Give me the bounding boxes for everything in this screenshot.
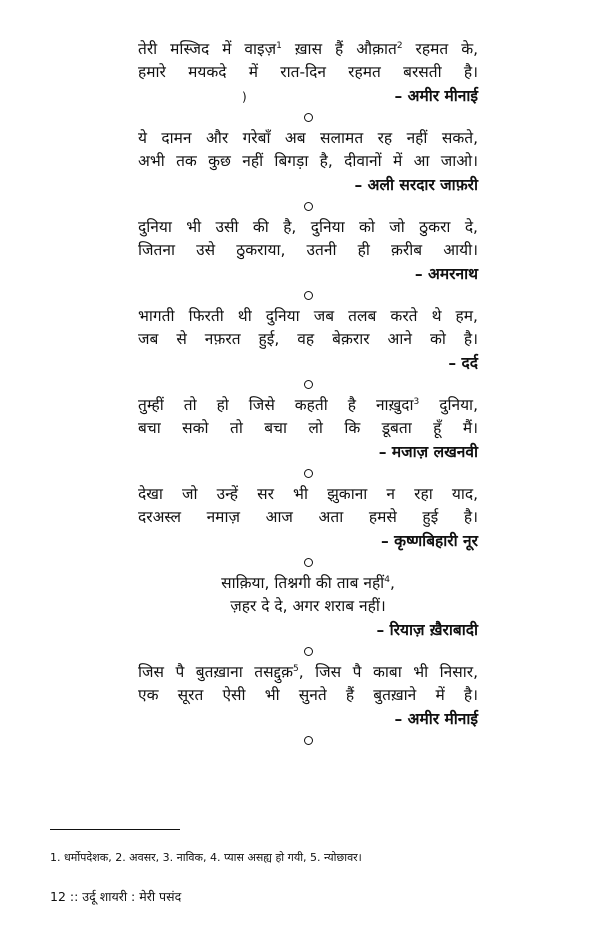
footnote-text: 1. धर्मोपदेशक, 2. अवसर, 3. नाविक, 4. प्यास असह्य हो गयी, 5. न्योछावर। — [50, 851, 362, 864]
footnote-marker: 1 — [276, 40, 282, 51]
separator-circle — [138, 108, 478, 127]
couplet — [138, 394, 478, 464]
separator-circle — [138, 731, 478, 750]
poem-list — [138, 38, 478, 750]
verse-line: जितना उसे ठुकराया, उतनी ही क़रीब आयी। — [138, 241, 478, 259]
verse-line: एक सूरत ऐसी भी सुनते हैं बुतख़ाने में है। — [138, 686, 478, 704]
verse-line: अभी तक कुछ नहीं बिगड़ा है, दीवानों में आ जाओ। — [138, 152, 478, 170]
couplet — [138, 572, 478, 642]
poet-name: – रियाज़ ख़ैराबादी — [376, 621, 478, 639]
verse-line: हमारे मयकदे में रात-दिन रहमत बरसती है। — [138, 63, 478, 81]
couplet — [138, 38, 478, 108]
poet-name: – दर्द — [448, 354, 478, 372]
stray-mark: ) — [242, 90, 247, 104]
page-footer: 12 :: उर्दू शायरी : मेरी पसंद — [50, 889, 182, 904]
verse-line: ज़हर दे दे, अगर शराब नहीं। — [230, 597, 386, 615]
separator-circle — [138, 642, 478, 661]
verse-line: दरअस्ल नमाज़ आज अता हमसे हुई है। — [138, 508, 478, 526]
poet-name: – अमीर मीनाई — [394, 87, 478, 105]
poet-name: – अमरनाथ — [414, 265, 478, 283]
verse-line: दुनिया भी उसी की है, दुनिया को जो ठुकरा दे, — [138, 218, 478, 236]
footnote-marker: 5 — [293, 663, 299, 674]
couplet — [138, 216, 478, 286]
couplet — [138, 661, 478, 731]
verse-line: तेरी मस्जिद में वाइज़$^1$ ख़ास हैं औक़ात$^2$ रहमत के, — [138, 40, 479, 58]
separator-circle — [138, 553, 478, 572]
separator-circle — [138, 197, 478, 216]
separator-circle — [138, 286, 478, 305]
footnote-marker: 4 — [384, 574, 390, 585]
verse-line: देखा जो उन्हें सर भी झुकाना न रहा याद, — [138, 485, 478, 503]
poet-name: – अली सरदार जाफ़री — [354, 176, 478, 194]
poet-name: – मजाज़ लखनवी — [378, 443, 478, 461]
verse-line: जब से नफ़रत हुई, वह बेक़रार आने को है। — [138, 330, 478, 348]
poet-name: – कृष्णबिहारी नूर — [380, 532, 478, 550]
verse-line: तुम्हीं तो हो जिसे कहती है नाख़ुदा$^3$ दुनिया, — [138, 396, 478, 414]
footnote-rule — [50, 829, 180, 830]
separator-circle — [138, 375, 478, 394]
verse-line: ये दामन और गरेबाँ अब सलामत रह नहीं सकते, — [138, 129, 478, 147]
footnote-marker: 2 — [396, 40, 403, 51]
couplet — [138, 305, 478, 375]
verse-line: भागती फिरती थी दुनिया जब तलब करते थे हम, — [138, 307, 478, 325]
verse-line: साक़िया, तिश्नगी की ताब नहीं$^4$, — [221, 574, 395, 592]
separator-circle — [138, 464, 478, 483]
couplet — [138, 127, 478, 197]
poet-name: – अमीर मीनाई — [394, 710, 478, 728]
verse-line: जिस पै बुतख़ाना तसद्दुक़$^5$, जिस पै काबा भी निसार, — [138, 663, 478, 681]
footnote-marker: 3 — [413, 396, 420, 407]
couplet — [138, 483, 478, 553]
verse-line: बचा सको तो बचा लो कि डूबता हूँ मैं। — [138, 419, 478, 437]
